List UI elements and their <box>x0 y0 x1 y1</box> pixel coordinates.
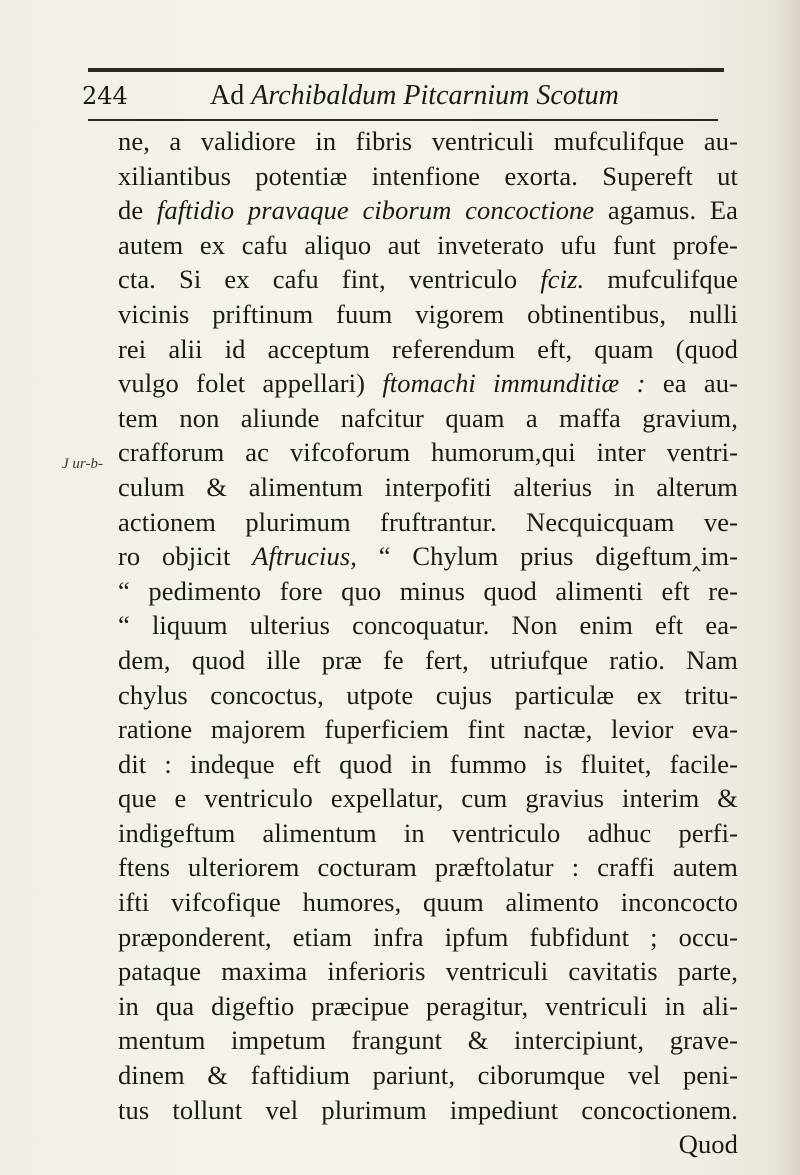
text-run: “ liquum ulterius concoquatur. Non enim eft ea- <box>118 610 738 641</box>
text-run: ro objicit <box>118 541 253 572</box>
text-line <box>118 505 738 540</box>
text-run: in qua digeftio præcipue peragitur, ventriculi in ali- <box>118 990 738 1021</box>
text-run: ne, a validiore in fibris ventriculi mufculifque au- <box>118 126 738 156</box>
text-run: cta. Si ex cafu fint, ventriculo <box>118 264 541 295</box>
text-line <box>118 159 738 194</box>
text-run: ifti vifcofique humores, quum alimento inconcocto <box>118 887 738 918</box>
text-run: ratione majorem fuperficiem fint nactæ, levior eva- <box>118 714 738 745</box>
text-run: agamus. Ea <box>594 195 739 226</box>
text-line <box>118 262 738 297</box>
italic-run: ftomachi immunditiæ : <box>382 368 646 399</box>
text-run: mufculifque <box>584 264 738 295</box>
text-line <box>118 608 738 643</box>
page-header <box>82 76 702 116</box>
text-line <box>118 850 738 885</box>
text-line <box>118 920 738 955</box>
text-line <box>118 816 738 851</box>
text-line <box>118 1058 738 1093</box>
text-line <box>118 228 738 263</box>
text-run: ftens ulteriorem cocturam præftolatur : craffi autem <box>118 852 738 883</box>
text-run: “ Chylum prius digeftum‸im- <box>356 541 738 572</box>
text-line <box>118 574 738 609</box>
text-run: “ pedimento fore quo minus quod alimenti eft re- <box>118 575 738 606</box>
text-run: que e ventriculo expellatur, cum gravius interim & <box>118 783 738 814</box>
text-line <box>118 401 738 436</box>
text-run: tus tollunt vel plurimum impediunt concoctionem. <box>118 1094 738 1125</box>
italic-run: faftidio pravaque ciborum concoctione <box>156 195 595 226</box>
text-line <box>118 1093 738 1128</box>
text-run: præponderent, etiam infra ipfum fubfidunt ; occu- <box>118 921 738 952</box>
italic-run: fciz. <box>540 264 585 295</box>
text-line <box>118 332 738 367</box>
text-run: tem non aliunde nafcitur quam a maffa gravium, <box>118 402 738 433</box>
margin-note: J ur-b- <box>62 456 103 472</box>
text-run: dit : indeque eft quod in fummo is fluitet, facile- <box>118 748 738 779</box>
text-line <box>118 781 738 816</box>
running-title-prefix: Ad <box>210 80 245 111</box>
text-line <box>118 712 738 747</box>
text-run: vulgo folet appellari) <box>118 368 383 399</box>
text-line <box>118 193 738 228</box>
text-run: pataque maxima inferioris ventriculi cavitatis parte, <box>118 956 738 987</box>
text-run: indigeftum alimentum in ventriculo adhuc perfi- <box>118 817 738 848</box>
text-run: actionem plurimum fruftrantur. Necquicquam ve- <box>118 506 738 537</box>
text-line <box>118 435 738 470</box>
text-run: crafforum ac vifcoforum humorum,qui inter ventri- <box>118 437 738 468</box>
text-line <box>118 470 738 505</box>
running-title-italic: Archibaldum Pitcarnium Scotum <box>251 80 619 111</box>
text-line <box>118 539 738 574</box>
text-run: dem, quod ille præ fe fert, utriufque ratio. Nam <box>118 644 738 675</box>
text-run: chylus concoctus, utpote cujus particulæ ex tritu- <box>118 679 738 710</box>
text-line <box>118 1023 738 1058</box>
page-number: 244 <box>82 82 128 110</box>
body-text <box>118 124 738 1162</box>
top-rule <box>88 68 724 72</box>
text-run: autem ex cafu aliquo aut inveterato ufu funt profe- <box>118 229 738 260</box>
text-run: rei alii id acceptum referendum eft, quam (quod <box>118 333 738 364</box>
running-title <box>210 76 619 116</box>
text-line <box>118 747 738 782</box>
text-line <box>118 124 738 159</box>
text-line <box>118 989 738 1024</box>
text-run: mentum impetum frangunt & intercipiunt, grave- <box>118 1025 738 1056</box>
text-line <box>118 643 738 678</box>
text-run: de <box>118 195 157 226</box>
text-line <box>118 297 738 332</box>
text-line <box>118 885 738 920</box>
text-run: vicinis priftinum fuum vigorem obtinentibus, nulli <box>118 298 738 329</box>
text-run: xiliantibus potentiæ intenfione exorta. Supereft ut <box>118 160 738 191</box>
catchword: Quod <box>678 1129 738 1160</box>
text-line <box>118 366 738 401</box>
text-run: ea au- <box>645 368 739 399</box>
text-run: culum & alimentum interpofiti alterius in alterum <box>118 471 738 502</box>
header-rule <box>88 119 718 121</box>
text-line <box>118 678 738 713</box>
text-line <box>118 954 738 989</box>
text-run: dinem & faftidium pariunt, ciborumque vel peni- <box>118 1060 738 1091</box>
italic-run: Aftrucius, <box>252 541 357 572</box>
